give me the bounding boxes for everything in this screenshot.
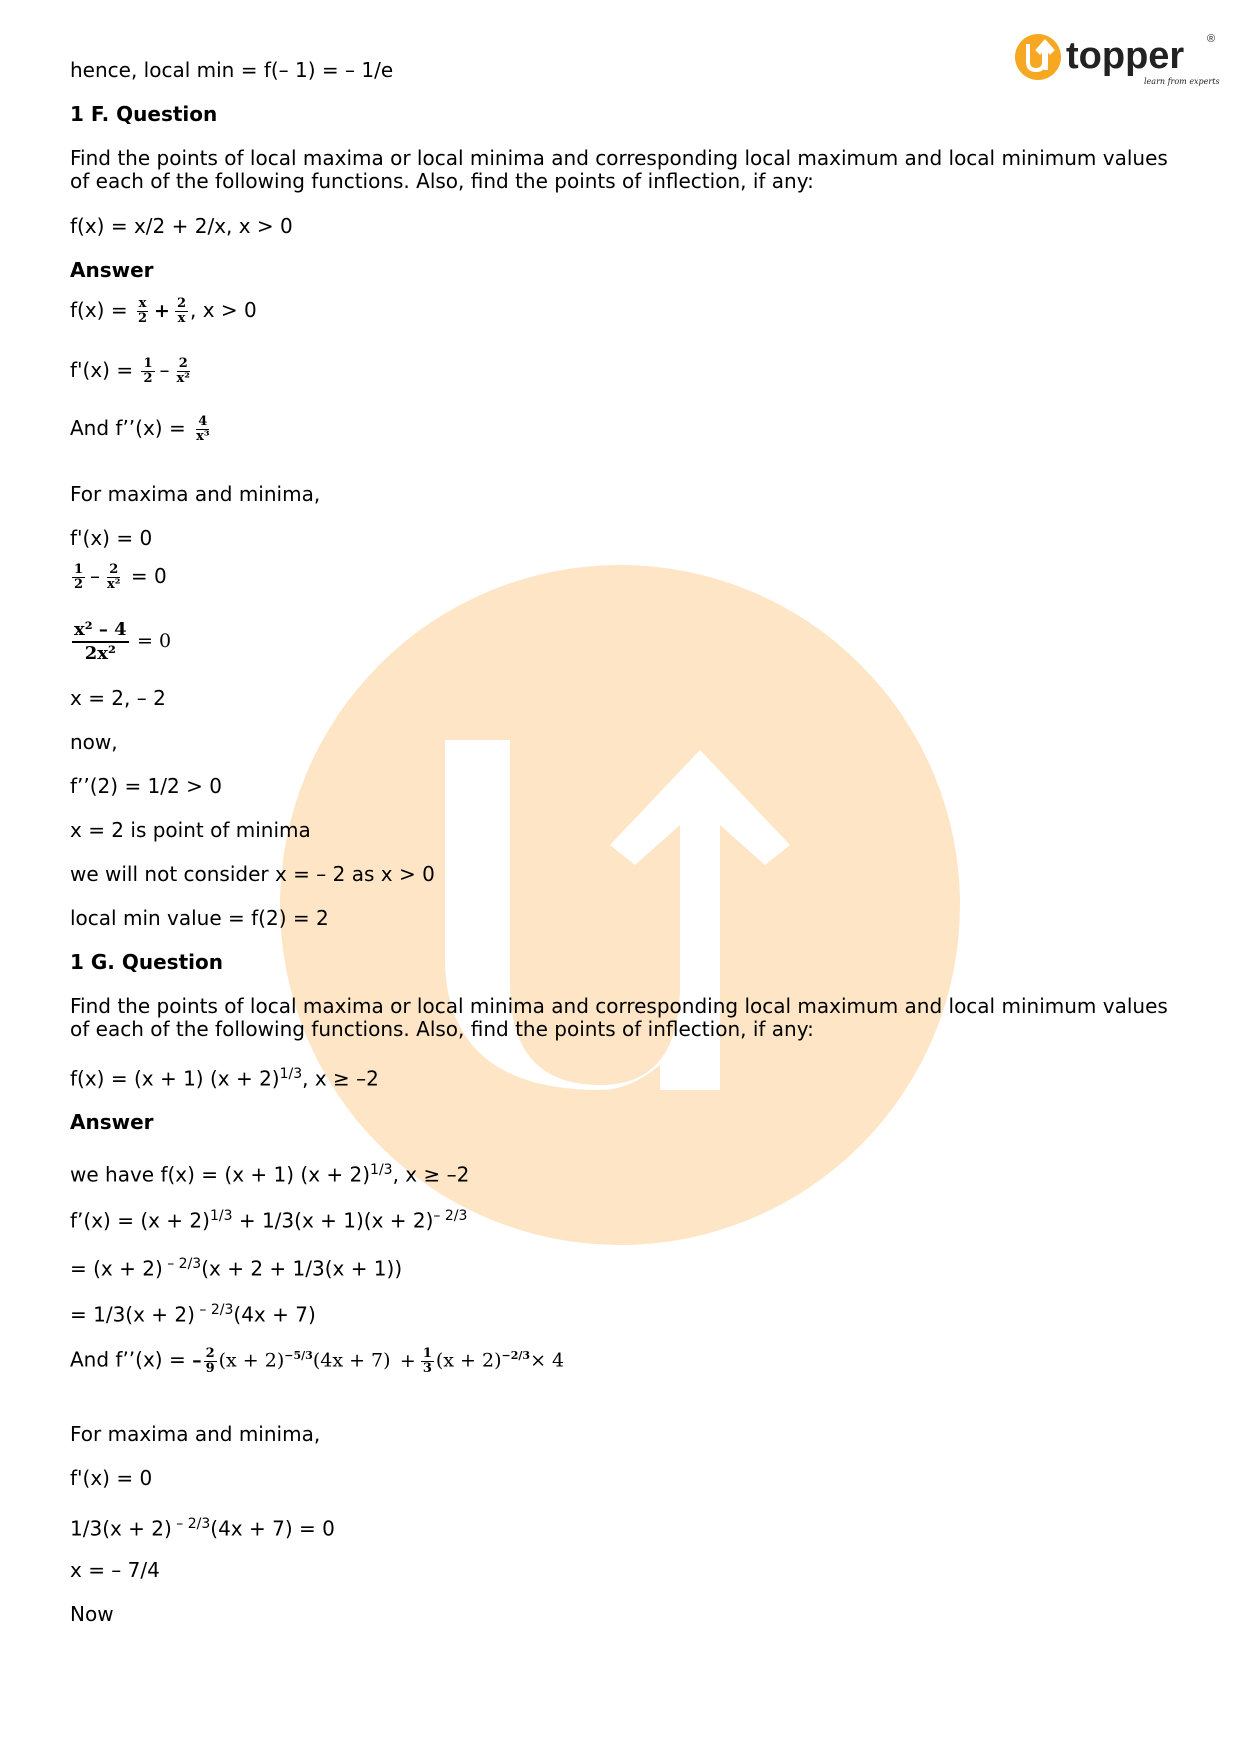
- answer-label-1f: Answer: [70, 258, 154, 282]
- first-derivative-line: f’(x) = $(x + 2)^{1/3} + 1/3(x + 1)(x + 2)^{- 2/3}$: [70, 1208, 468, 1233]
- question-1g-text: Find the points of local maxima or local minima and corresponding local maximum and local minimum values of each of the following functions. Also, find the points of inflection, if any:: [70, 994, 1168, 1041]
- local-min-line: hence, local min = f(– 1) = – 1/e: [70, 58, 394, 82]
- fx-label: f(x) =: [70, 298, 128, 322]
- fraction-2-over-x: $\frac{2}{x}$: [176, 296, 186, 326]
- fx-domain: , x > 0: [189, 298, 257, 322]
- fraction-1-over-2: $\frac{1}{2}$: [143, 356, 153, 386]
- equation-combined-fraction: $\frac{\text{x² – 4}}{\text{2x²}}$ = 0: [74, 618, 172, 664]
- for-maxima-minima-2: For maxima and minima,: [70, 1422, 321, 1446]
- brand-name: topper: [1066, 35, 1185, 77]
- fpx-expression: [70, 352, 194, 388]
- fraction-1-over-2: $\frac{1}{2}$: [74, 562, 84, 592]
- answer-label-1g: Answer: [70, 1110, 154, 1134]
- fraction-x-over-2: $\frac{x}{2}$: [137, 296, 148, 326]
- not-consider-line: we will not consider x = – 2 as x > 0: [70, 862, 435, 886]
- fraction-x2m4-over-2x2: $\frac{\text{x² – 4}}{\text{2x²}}$: [74, 618, 127, 664]
- simplified-derivative-1: = (x + 2) $^{- 2/3}$(x + 2 + 1/3(x + 1)): [70, 1256, 403, 1281]
- fx-expression: [70, 292, 257, 329]
- we-have-line: we have f(x) = (x + 1) $(x + 2)^{1/3}$, x ≥ –2: [70, 1162, 470, 1187]
- question-1g-heading: 1 G. Question: [70, 950, 223, 974]
- minus-sign: –: [159, 358, 170, 382]
- brand-logo: [1014, 30, 1220, 92]
- fppx-expression: [70, 410, 214, 446]
- local-min-value: local min value = f(2) = 2: [70, 906, 329, 930]
- for-maxima-minima: For maxima and minima,: [70, 482, 321, 506]
- question-1f-heading: 1 F. Question: [70, 102, 218, 126]
- second-derivative-g: And f’’(x) = – $\frac{2}{9}$ $(x + 2)^{-5/3}(4x + 7)$ + $\frac{1}{3}$ $(x + 2)^{-2/3}\times 4$: [70, 1345, 565, 1376]
- watermark-logo: [280, 565, 960, 1245]
- question-1f-function: f(x) = x/2 + 2/x, x > 0: [70, 214, 293, 238]
- fraction-2-over-x2: $\frac{2}{\text{x²}}$: [107, 562, 121, 592]
- plus-sign: +: [154, 300, 170, 322]
- minima-point: x = 2 is point of minima: [70, 818, 311, 842]
- fraction-4-over-x3: $\frac{4}{\text{x³}}$: [196, 414, 210, 444]
- x-values: x = 2, – 2: [70, 686, 166, 710]
- question-1g-function: f(x) = (x + 1) $(x + 2)^{1/3}$, x ≥ –2: [70, 1066, 379, 1091]
- now-line-2: Now: [70, 1602, 114, 1626]
- fppx-label: And f’’(x) =: [70, 416, 186, 440]
- equation-half-minus: $\frac{1}{2}$ – $\frac{2}{\text{x²}}$ = 0: [74, 562, 167, 592]
- second-derivative-at-2: f’’(2) = 1/2 > 0: [70, 774, 222, 798]
- registered-mark: ®: [1207, 33, 1216, 45]
- now-line: now,: [70, 730, 118, 754]
- brand-tagline: learn from experts: [1144, 77, 1220, 86]
- fraction-2-over-x2: $\frac{2}{\text{x²}}$: [176, 356, 190, 386]
- fpx-equals-zero-2: f'(x) = 0: [70, 1466, 153, 1490]
- question-1f-text: Find the points of local maxima or local minima and corresponding local maximum and local minimum values of each of the following functions. Also, find the points of inflection, if any:: [70, 146, 1168, 193]
- x-root: x = – 7/4: [70, 1558, 160, 1582]
- fpx-equals-zero: f'(x) = 0: [70, 526, 153, 550]
- fpx-label: f'(x) =: [70, 358, 134, 382]
- set-derivative-zero: 1/3(x + 2) $^{- 2/3}$(4x + 7) = 0: [70, 1516, 335, 1541]
- brand-logo-icon: [1014, 30, 1220, 92]
- simplified-derivative-2: = 1/3(x + 2) $^{- 2/3}$(4x + 7): [70, 1302, 316, 1327]
